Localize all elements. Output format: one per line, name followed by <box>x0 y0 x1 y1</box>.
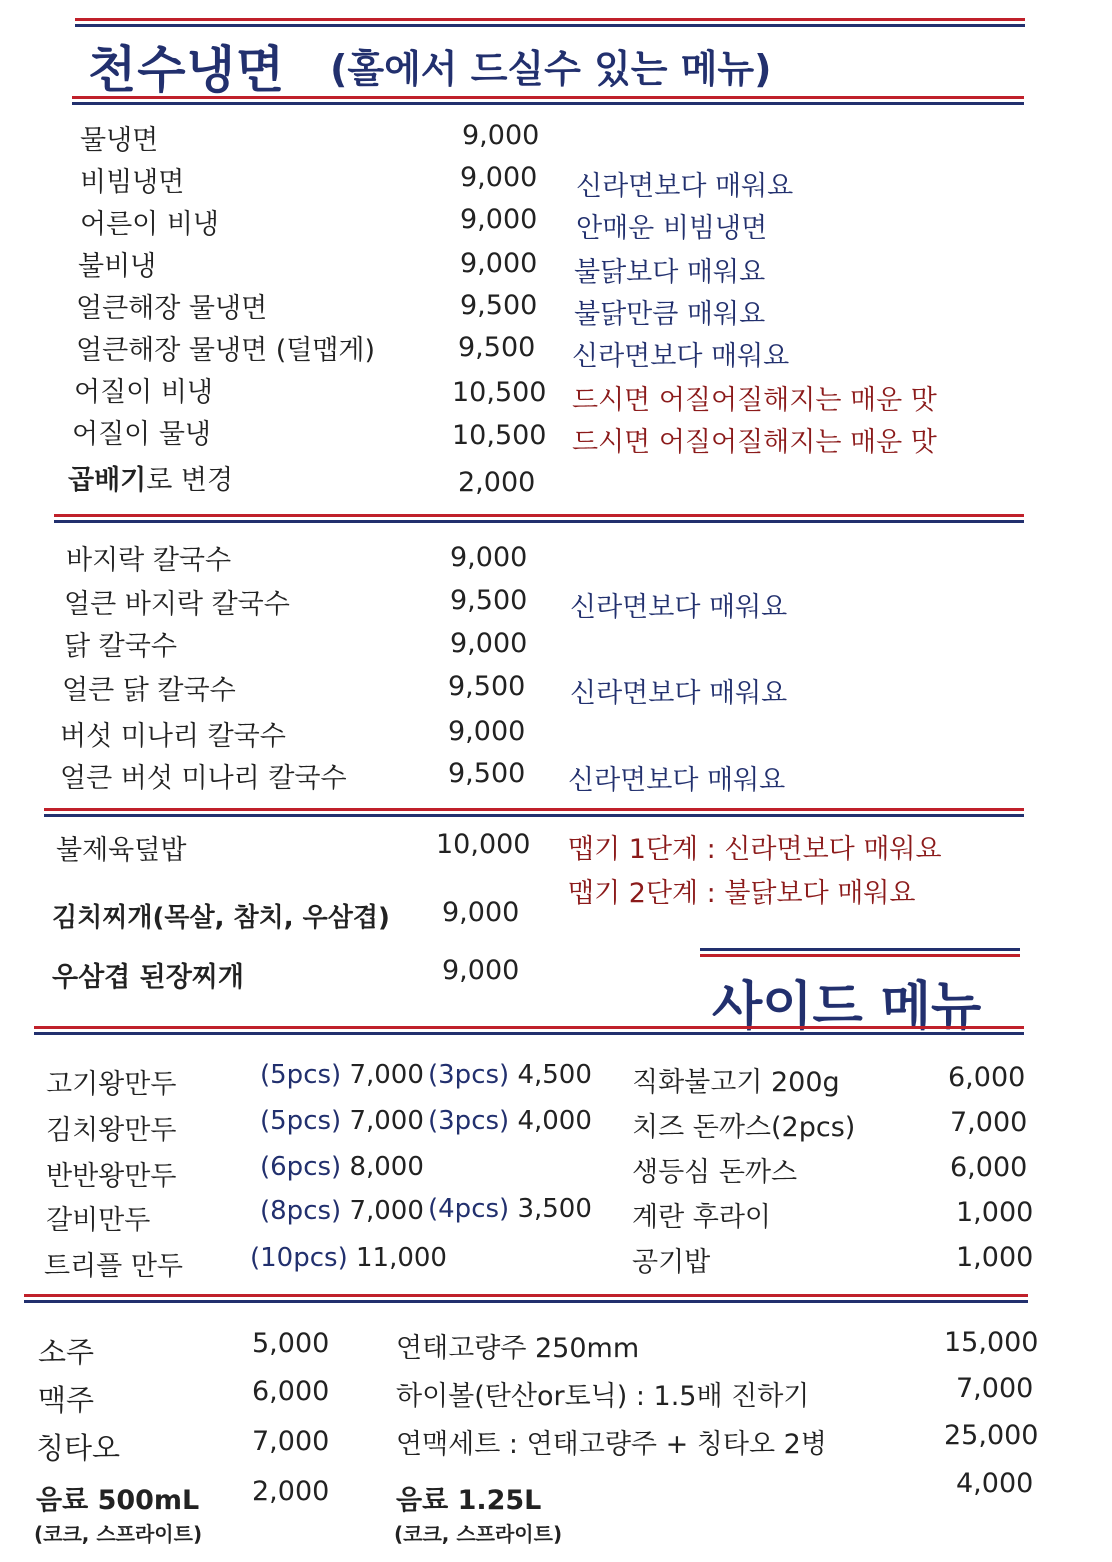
drink-price: 2,000 <box>252 1476 330 1507</box>
menu-item-price: 9,500 <box>458 332 536 363</box>
spicy-note: 신라면보다 매워요 <box>572 341 790 372</box>
drink-price: 25,000 <box>944 1420 1039 1451</box>
gopbaegi-price: 2,000 <box>458 467 536 498</box>
menu-item-name: 어른이 비냉 <box>80 209 219 240</box>
menu-item-name: 얼큰 버섯 미나리 칼국수 <box>60 763 347 794</box>
dumpling-price: 7,000 <box>349 1060 424 1090</box>
menu-item-price: 9,000 <box>442 897 520 928</box>
top-rule <box>75 18 1025 21</box>
side-item-name: 계란 후라이 <box>632 1202 771 1233</box>
dumpling-pcs: (6pcs) <box>260 1152 342 1182</box>
menu-subtitle: (홀에서 드실수 있는 메뉴) <box>330 47 772 91</box>
gopbaegi-label: 곱배기 <box>68 465 147 496</box>
drink-name: 음료 1.25L <box>396 1485 542 1516</box>
dumpling-option-1 <box>260 1152 424 1182</box>
menu-item-name: 어질이 물냉 <box>72 419 211 450</box>
dumpling-price: 3,500 <box>517 1194 592 1224</box>
drink-price: 15,000 <box>944 1327 1039 1358</box>
side-item-price: 1,000 <box>956 1242 1034 1273</box>
drink-name: 칭타오 <box>36 1431 121 1465</box>
dumpling-price: 4,500 <box>517 1060 592 1090</box>
dumpling-price: 7,000 <box>349 1106 424 1136</box>
dumpling-name: 고기왕만두 <box>46 1069 177 1100</box>
dumpling-pcs: (10pcs) <box>250 1243 348 1273</box>
dumpling-name: 갈비만두 <box>46 1205 151 1236</box>
drink-price: 7,000 <box>956 1373 1034 1404</box>
dumpling-option-2 <box>428 1060 592 1090</box>
side-item-price: 7,000 <box>950 1107 1028 1138</box>
dumpling-option-1 <box>260 1196 424 1226</box>
dumpling-price: 11,000 <box>355 1243 447 1273</box>
menu-item-price: 9,500 <box>448 758 526 789</box>
dumpling-name: 김치왕만두 <box>46 1115 177 1146</box>
menu-item-name: 얼큰해장 물냉면 (덜맵게) <box>76 335 376 366</box>
menu-item-price: 9,000 <box>460 162 538 193</box>
drink-sub: (코크, 스프라이트) <box>34 1522 203 1546</box>
menu-item-name: 물냉면 <box>80 125 159 156</box>
dumpling-pcs: (4pcs) <box>428 1194 510 1224</box>
side-menu-rule <box>700 948 1020 951</box>
side-item-price: 6,000 <box>950 1152 1028 1183</box>
spicy-note: 드시면 어질어질해지는 매운 맛 <box>572 385 937 416</box>
menu-item-price: 9,000 <box>450 542 528 573</box>
drink-name: 연태고량주 250mm <box>396 1333 640 1364</box>
side-menu-title: 사이드 메뉴 <box>712 977 982 1037</box>
side-item-price: 6,000 <box>948 1062 1026 1093</box>
spicy-note: 불닭만큼 매워요 <box>574 299 766 330</box>
menu-item-price: 9,500 <box>448 671 526 702</box>
menu-item-name: 비빔냉면 <box>80 167 185 198</box>
menu-item-price: 9,000 <box>462 120 540 151</box>
menu-item-price: 9,500 <box>450 585 528 616</box>
drink-sub: (코크, 스프라이트) <box>394 1522 563 1546</box>
section-rule <box>34 1026 1024 1029</box>
menu-item-name: 어질이 비냉 <box>74 377 213 408</box>
menu-item-name: 우삼겹 된장찌개 <box>52 962 244 993</box>
dumpling-option-1 <box>260 1106 424 1136</box>
menu-item-name: 얼큰 닭 칼국수 <box>62 675 236 706</box>
spicy-note: 안매운 비빔냉면 <box>576 213 768 244</box>
side-item-name: 생등심 돈까스 <box>632 1157 798 1188</box>
drink-price: 5,000 <box>252 1328 330 1359</box>
menu-item-price: 9,000 <box>442 955 520 986</box>
dumpling-pcs: (5pcs) <box>260 1060 342 1090</box>
drink-name: 맥주 <box>38 1383 95 1417</box>
section-rule <box>54 514 1024 517</box>
dumpling-pcs: (8pcs) <box>260 1196 342 1226</box>
dumpling-price: 7,000 <box>349 1196 424 1226</box>
spicy-note: 신라면보다 매워요 <box>570 592 788 623</box>
restaurant-title: 천수냉면 <box>88 41 286 99</box>
dumpling-name: 반반왕만두 <box>46 1161 177 1192</box>
drink-name: 하이볼(탄산or토닉) : 1.5배 진하기 <box>396 1381 810 1412</box>
gopbaegi-upgrade <box>68 458 233 497</box>
dumpling-price: 4,000 <box>517 1106 592 1136</box>
menu-item-price: 9,000 <box>448 716 526 747</box>
menu-item-price: 9,000 <box>450 628 528 659</box>
drink-price: 4,000 <box>956 1468 1034 1499</box>
dumpling-option-1 <box>260 1060 424 1090</box>
dumpling-price: 8,000 <box>349 1152 424 1182</box>
drink-name: 소주 <box>38 1335 95 1369</box>
menu-item-name: 얼큰해장 물냉면 <box>76 293 268 324</box>
menu-item-price: 9,000 <box>460 204 538 235</box>
menu-item-name: 불비냉 <box>78 251 157 282</box>
drink-name: 음료 500mL <box>36 1485 200 1516</box>
dumpling-option-2 <box>428 1106 592 1136</box>
drink-name: 연맥세트 : 연태고량주 + 칭타오 2병 <box>396 1429 827 1460</box>
spicy-level-1: 맵기 1단계 : 신라면보다 매워요 <box>568 834 942 865</box>
dumpling-option-1 <box>250 1243 447 1273</box>
menu-item-name: 김치찌개(목살, 참치, 우삼겹) <box>52 903 390 933</box>
menu-item-name: 닭 칼국수 <box>64 631 177 662</box>
menu-item-name: 바지락 칼국수 <box>66 545 232 576</box>
dumpling-name: 트리플 만두 <box>44 1251 183 1282</box>
menu-item-name: 버섯 미나리 칼국수 <box>60 721 286 752</box>
menu-item-price: 10,500 <box>452 377 547 408</box>
side-item-name: 치즈 돈까스(2pcs) <box>632 1112 856 1143</box>
side-item-name: 공기밥 <box>632 1247 711 1278</box>
spicy-note: 신라면보다 매워요 <box>570 678 788 709</box>
dumpling-pcs: (5pcs) <box>260 1106 342 1136</box>
menu-item-price: 9,000 <box>460 248 538 279</box>
menu-item-name: 얼큰 바지락 칼국수 <box>64 589 290 620</box>
menu-item-name: 불제육덮밥 <box>56 835 187 866</box>
side-item-name: 직화불고기 200g <box>632 1067 840 1098</box>
drink-price: 7,000 <box>252 1426 330 1457</box>
header-rule <box>72 96 1024 99</box>
gopbaegi-rest: 로 변경 <box>146 465 234 496</box>
menu-item-price: 9,500 <box>460 290 538 321</box>
menu-item-price: 10,000 <box>436 829 531 860</box>
menu-item-price: 10,500 <box>452 420 547 451</box>
dumpling-option-2 <box>428 1194 592 1224</box>
drink-price: 6,000 <box>252 1376 330 1407</box>
side-item-price: 1,000 <box>956 1197 1034 1228</box>
section-rule <box>44 808 1024 811</box>
dumpling-pcs: (3pcs) <box>428 1106 510 1136</box>
spicy-note: 신라면보다 매워요 <box>568 765 786 796</box>
spicy-note: 신라면보다 매워요 <box>576 171 794 202</box>
spicy-note: 불닭보다 매워요 <box>574 257 766 288</box>
spicy-note: 드시면 어질어질해지는 매운 맛 <box>572 427 937 458</box>
spicy-level-2: 맵기 2단계 : 불닭보다 매워요 <box>568 878 916 909</box>
dumpling-pcs: (3pcs) <box>428 1060 510 1090</box>
section-rule <box>24 1294 1028 1297</box>
